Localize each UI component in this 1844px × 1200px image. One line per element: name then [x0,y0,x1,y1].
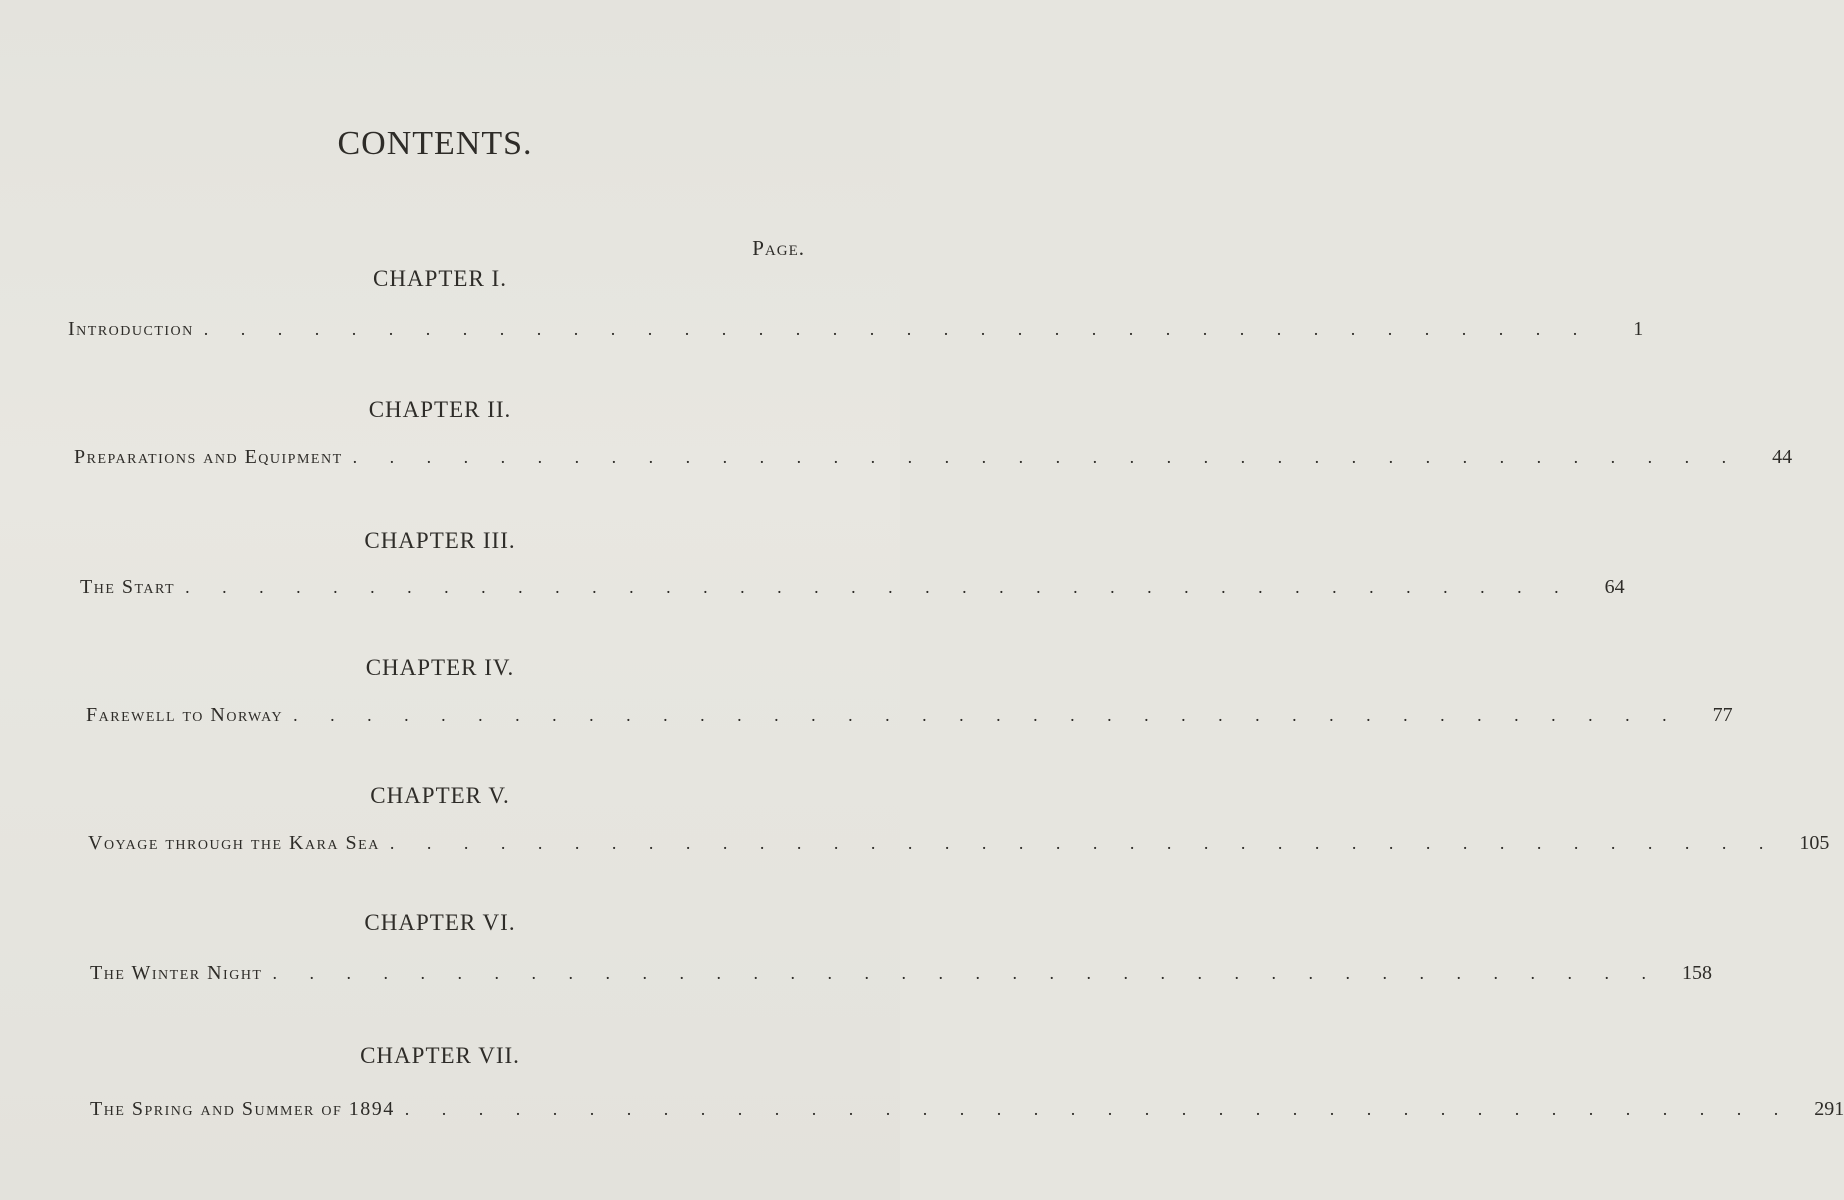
toc-entry[interactable] [90,962,1712,985]
toc-entry[interactable] [74,446,1793,469]
dot-leader: . . . . . . . . . . . . . . . . . . . . . . . . . . . . . . . . . . . . . . [352,447,1741,467]
toc-entry[interactable] [86,704,1733,727]
dot-leader: . . . . . . . . . . . . . . . . . . . . . . . . . . . . . . . . . . . . . . [185,577,1573,597]
dot-leader: . . . . . . . . . . . . . . . . . . . . . . . . . . . . . . . . . . . . . . [404,1099,1793,1119]
entry-title: The Winter Night [90,962,263,984]
entry-page-number: 64 [1604,576,1625,598]
chapter-heading: CHAPTER V. [370,783,510,808]
dot-leader: . . . . . . . . . . . . . . . . . . . . . . . . . . . . . . . . . . . . . . [272,963,1660,983]
chapter-heading: CHAPTER I. [373,266,507,291]
toc-entry[interactable] [90,1098,1844,1121]
entry-title: Farewell to Norway [86,704,284,726]
toc-entry[interactable] [88,832,1830,855]
toc-entry[interactable] [80,576,1625,599]
page-column-label: Page. [752,236,805,260]
entry-page-number: 158 [1682,962,1712,984]
chapter-heading: CHAPTER III. [364,528,516,553]
entry-page-number: 77 [1712,704,1733,726]
chapter-heading: CHAPTER VI. [364,910,516,935]
entry-page-number: 105 [1799,832,1830,854]
dot-leader: . . . . . . . . . . . . . . . . . . . . . . . . . . . . . . . . . . . . . . [203,319,1592,339]
chapter-heading: CHAPTER VII. [360,1043,520,1068]
entry-title: Introduction [68,318,194,340]
entry-title: Preparations and Equipment [74,446,343,468]
chapter-heading: CHAPTER II. [368,397,512,422]
entry-page-number: 1 [1633,318,1644,340]
page-title: CONTENTS. [337,125,533,162]
entry-page-number: 291 [1814,1098,1844,1120]
toc-entry[interactable] [68,318,1644,341]
chapter-heading: CHAPTER IV. [365,655,515,680]
dot-leader: . . . . . . . . . . . . . . . . . . . . . . . . . . . . . . . . . . . . . . [293,705,1681,725]
entry-title: Voyage through the Kara Sea [88,832,380,854]
entry-title: The Start [80,576,176,598]
entry-page-number: 44 [1772,446,1793,468]
dot-leader: . . . . . . . . . . . . . . . . . . . . . . . . . . . . . . . . . . . . . . [389,833,1778,853]
entry-title: The Spring and Summer of 1894 [90,1098,395,1120]
